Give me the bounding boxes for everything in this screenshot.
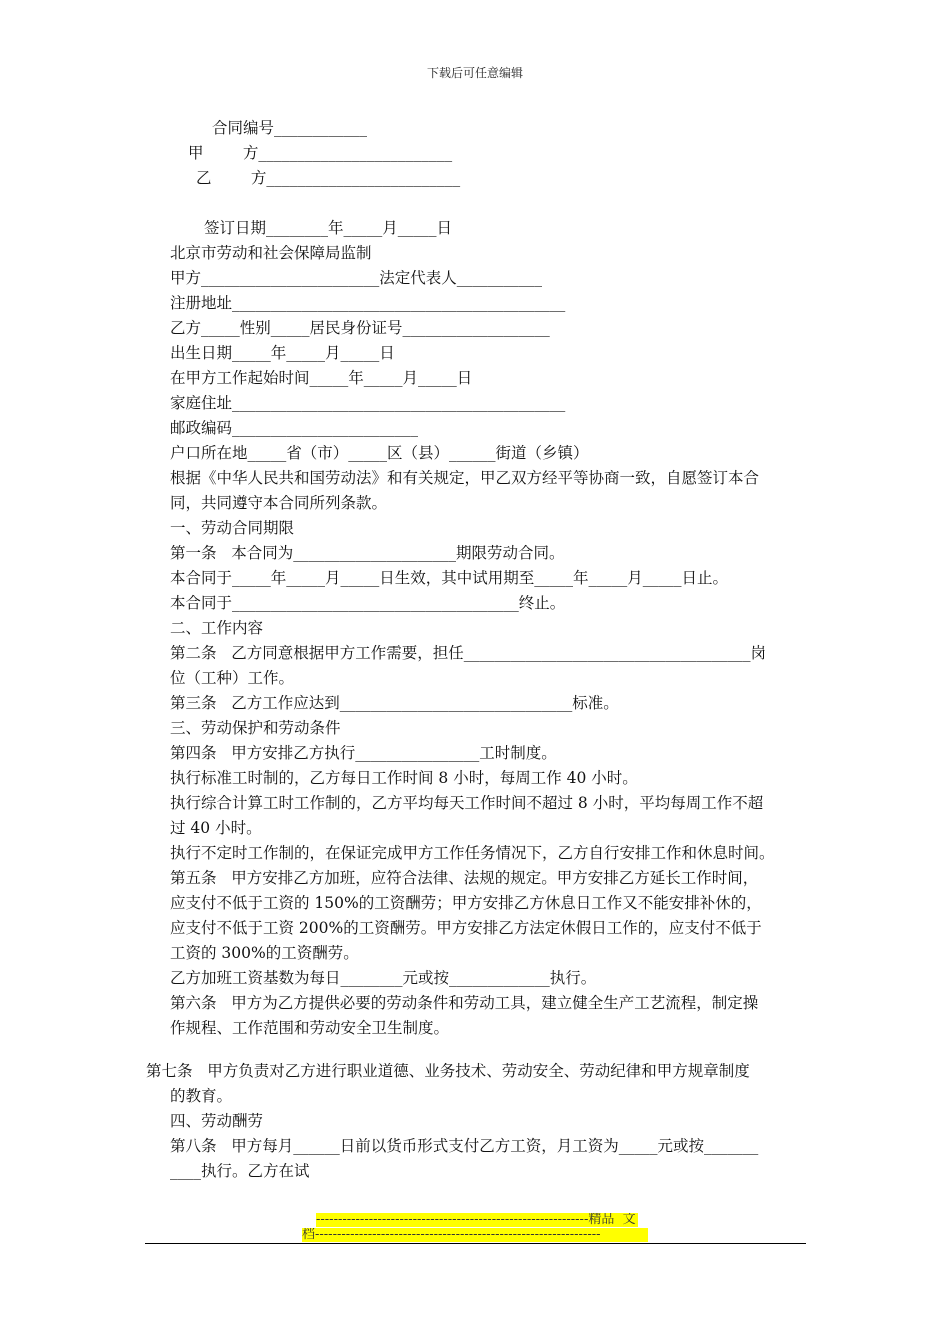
article-2-line-2: 位（工种）工作。 [170, 669, 295, 687]
registered-address-line: 注册地址___________________________________________ [170, 294, 566, 312]
start-date-line: 在甲方工作起始时间_____年_____月_____日 [170, 369, 473, 387]
page-header: 下载后可任意编辑 [426, 66, 523, 80]
footer-rule [145, 1243, 806, 1244]
article-7-line-2: 的教育。 [170, 1087, 233, 1105]
footer-watermark-line-1: --------------------------------------------------------------精品 文 [316, 1213, 638, 1227]
contract-number-line: 合同编号____________ [212, 119, 368, 137]
overtime-base-line: 乙方加班工资基数为每日________元或按_____________执行。 [170, 969, 597, 987]
comprehensive-hours-line-2: 过 40 小时。 [170, 819, 262, 837]
party-a-legal-rep-line: 甲方_______________________法定代表人___________ [170, 269, 543, 287]
section-2-heading: 二、工作内容 [170, 619, 264, 637]
article-5-line-3: 应支付不低于工资 200%的工资酬劳。甲方安排乙方法定休假日工作的，应支付不低于 [170, 919, 762, 937]
footer-watermark-line-2: 档----------------------------------------------------------------- [302, 1228, 648, 1242]
flexible-hours-line: 执行不定时工作制的，在保证完成甲方工作任务情况下，乙方自行安排工作和休息时间。 [170, 844, 775, 862]
article-7-line-1: 第七条 甲方负责对乙方进行职业道德、业务技术、劳动安全、劳动纪律和甲方规章制度 [146, 1062, 750, 1080]
party-b-line: 乙 方_________________________ [196, 169, 461, 187]
party-b-id-line: 乙方_____性别_____居民身份证号___________________ [170, 319, 550, 337]
article-5-line-2: 应支付不低于工资的 150%的工资酬劳；甲方安排乙方休息日工作又不能安排补休的， [170, 894, 762, 912]
article-4-line: 第四条 甲方安排乙方执行________________工时制度。 [170, 744, 557, 762]
birth-date-line: 出生日期_____年_____月_____日 [170, 344, 395, 362]
termination-line: 本合同于_____________________________________终止。 [170, 594, 566, 612]
article-5-line-4: 工资的 300%的工资酬劳。 [170, 944, 359, 962]
article-5-line-1: 第五条 甲方安排乙方加班，应符合法律、法规的规定。甲方安排乙方延长工作时间， [170, 869, 759, 887]
effective-date-line: 本合同于_____年_____月_____日生效，其中试用期至_____年_____月_____日止。 [170, 569, 729, 587]
section-4-heading: 四、劳动酬劳 [170, 1112, 264, 1130]
standard-hours-line: 执行标准工时制的，乙方每日工作时间 8 小时，每周工作 40 小时。 [170, 769, 638, 787]
article-8-line-2: ____执行。乙方在试 [170, 1162, 310, 1180]
article-3-line: 第三条 乙方工作应达到______________________________标准。 [170, 694, 619, 712]
preamble-line-2: 同，共同遵守本合同所列条款。 [170, 494, 388, 512]
article-2-line-1: 第二条 乙方同意根据甲方工作需要，担任_____________________________________岗 [170, 644, 767, 662]
postal-code-line: 邮政编码________________________ [170, 419, 419, 437]
party-a-line: 甲 方_________________________ [188, 144, 453, 162]
signing-date-line: 签订日期________年_____月_____日 [204, 219, 453, 237]
article-1-line: 第一条 本合同为_____________________期限劳动合同。 [170, 544, 565, 562]
household-registration-line: 户口所在地_____省（市）_____区（县）______街道（乡镇） [170, 444, 589, 462]
article-6-line-1: 第六条 甲方为乙方提供必要的劳动条件和劳动工具，建立健全生产工艺流程，制定操 [170, 994, 759, 1012]
article-6-line-2: 作规程、工作范围和劳动安全卫生制度。 [170, 1019, 450, 1037]
supervisor-line: 北京市劳动和社会保障局监制 [170, 244, 372, 262]
section-3-heading: 三、劳动保护和劳动条件 [170, 719, 341, 737]
home-address-line: 家庭住址___________________________________________ [170, 394, 566, 412]
comprehensive-hours-line-1: 执行综合计算工时工作制的，乙方平均每天工作时间不超过 8 小时，平均每周工作不超 [170, 794, 764, 812]
preamble-line-1: 根据《中华人民共和国劳动法》和有关规定，甲乙双方经平等协商一致，自愿签订本合 [170, 469, 760, 487]
article-8-line-1: 第八条 甲方每月______日前以货币形式支付乙方工资，月工资为_____元或按_______ [170, 1137, 759, 1155]
section-1-heading: 一、劳动合同期限 [170, 519, 295, 537]
